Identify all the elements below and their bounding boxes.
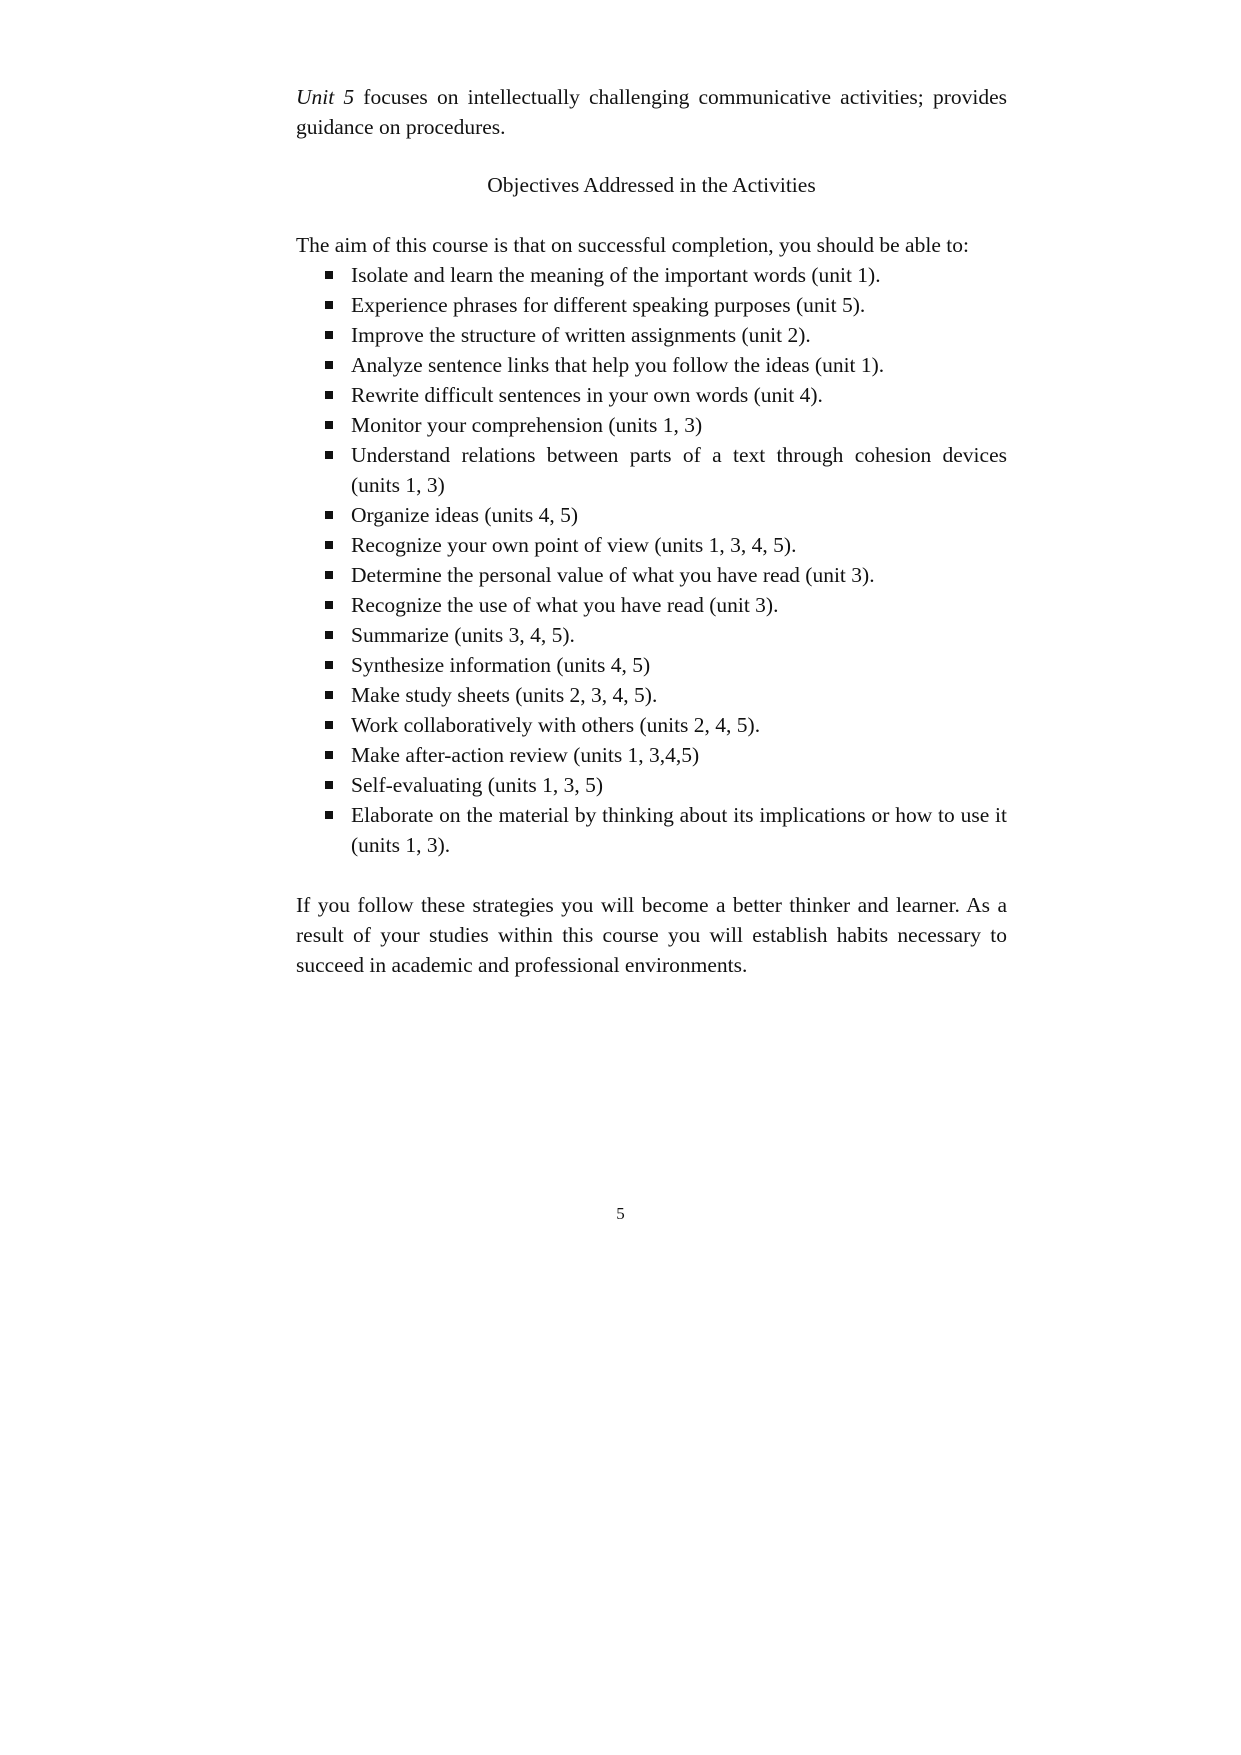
section-heading: Objectives Addressed in the Activities <box>487 173 816 197</box>
objective-text: Make study sheets (units 2, 3, 4, 5). <box>351 683 658 707</box>
objective-item <box>296 290 1007 320</box>
objective-item <box>296 440 1007 500</box>
square-bullet-icon <box>325 691 333 699</box>
objective-text: Self-evaluating (units 1, 3, 5) <box>351 773 603 797</box>
aim-paragraph: The aim of this course is that on successful completion, you should be able to: <box>296 233 969 257</box>
square-bullet-icon <box>325 331 333 339</box>
intro-paragraph <box>296 82 1007 142</box>
objective-text: Analyze sentence links that help you follow the ideas (unit 1). <box>351 353 885 377</box>
square-bullet-icon <box>325 721 333 729</box>
square-bullet-icon <box>325 631 333 639</box>
objective-item <box>296 650 1007 680</box>
objective-item <box>296 680 1007 710</box>
square-bullet-icon <box>325 451 333 459</box>
square-bullet-icon <box>325 511 333 519</box>
objective-item <box>296 530 1007 560</box>
intro-text: focuses on intellectually challenging communicative activities; provides guidance on procedures. <box>296 85 1007 139</box>
objective-text: Monitor your comprehension (units 1, 3) <box>351 413 703 437</box>
objective-text: Determine the personal value of what you have read (unit 3). <box>351 563 875 587</box>
unit-label: Unit 5 <box>296 85 355 109</box>
square-bullet-icon <box>325 781 333 789</box>
objective-item <box>296 620 1007 650</box>
objective-text: Work collaboratively with others (units 2, 4, 5). <box>351 713 761 737</box>
objective-text: Summarize (units 3, 4, 5). <box>351 623 575 647</box>
objective-text: Synthesize information (units 4, 5) <box>351 653 651 677</box>
square-bullet-icon <box>325 391 333 399</box>
objective-item <box>296 350 1007 380</box>
square-bullet-icon <box>325 751 333 759</box>
objective-text: Recognize the use of what you have read (unit 3). <box>351 593 779 617</box>
objective-text: Rewrite difficult sentences in your own words (unit 4). <box>351 383 823 407</box>
objective-text: Organize ideas (units 4, 5) <box>351 503 579 527</box>
square-bullet-icon <box>325 301 333 309</box>
square-bullet-icon <box>325 421 333 429</box>
objective-item <box>296 410 1007 440</box>
objective-item <box>296 380 1007 410</box>
square-bullet-icon <box>325 601 333 609</box>
square-bullet-icon <box>325 541 333 549</box>
objective-item <box>296 740 1007 770</box>
square-bullet-icon <box>325 361 333 369</box>
square-bullet-icon <box>325 271 333 279</box>
objective-text: Understand relations between parts of a text through cohesion devices (units 1, 3) <box>351 443 1007 497</box>
square-bullet-icon <box>325 571 333 579</box>
objective-item <box>296 770 1007 800</box>
objective-text: Isolate and learn the meaning of the important words (unit 1). <box>351 263 881 287</box>
objective-item <box>296 260 1007 290</box>
objective-item <box>296 320 1007 350</box>
objective-text: Elaborate on the material by thinking about its implications or how to use it (units 1, 3). <box>351 803 1007 857</box>
objective-item <box>296 560 1007 590</box>
objective-item <box>296 590 1007 620</box>
square-bullet-icon <box>325 661 333 669</box>
objective-text: Make after-action review (units 1, 3,4,5) <box>351 743 700 767</box>
page-content <box>296 82 1007 980</box>
objectives-list <box>296 260 1007 860</box>
objective-item <box>296 800 1007 860</box>
objective-text: Improve the structure of written assignments (unit 2). <box>351 323 811 347</box>
page-number: 5 <box>616 1204 625 1223</box>
objective-item <box>296 500 1007 530</box>
objective-text: Recognize your own point of view (units 1, 3, 4, 5). <box>351 533 797 557</box>
objective-item <box>296 710 1007 740</box>
objective-text: Experience phrases for different speaking purposes (unit 5). <box>351 293 866 317</box>
square-bullet-icon <box>325 811 333 819</box>
closing-paragraph: If you follow these strategies you will become a better thinker and learner. As a result of your studies within this course you will establish habits necessary to succeed in academic and professional environments. <box>296 893 1007 977</box>
